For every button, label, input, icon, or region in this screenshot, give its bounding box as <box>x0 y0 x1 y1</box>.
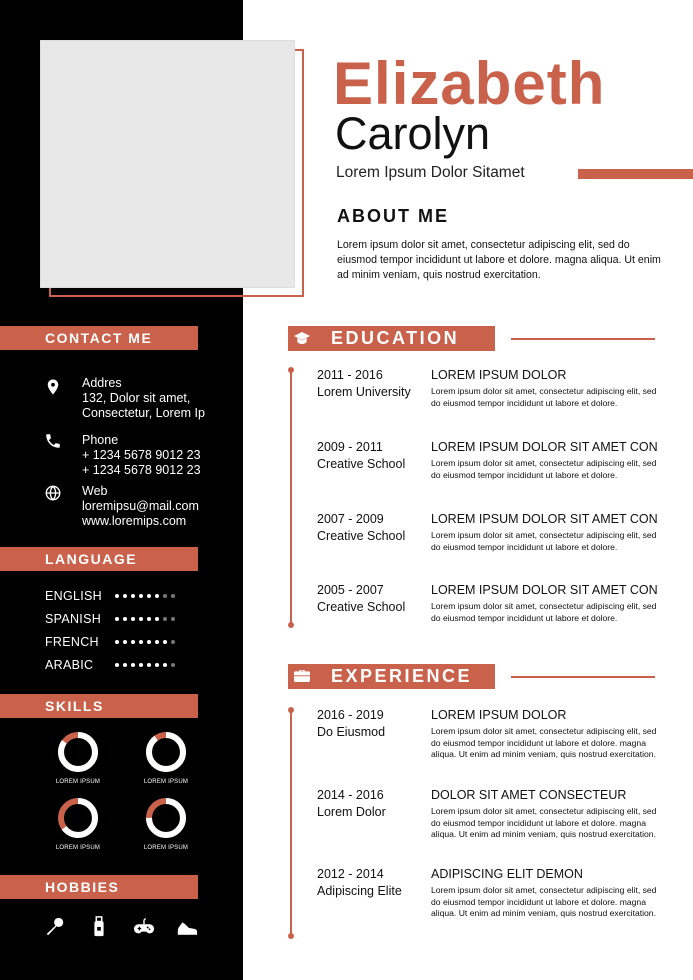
skills-heading: SKILLS <box>0 694 198 718</box>
entry-years: 2012 - 2014 <box>317 867 384 881</box>
entry-place: Creative School <box>317 600 406 614</box>
location-pin-icon <box>44 378 62 396</box>
hobbies-heading: HOBBIES <box>0 875 198 899</box>
entry-description: Lorem ipsum dolor sit amet, consectetur adipiscing elit, sed do eiusmod tempor incididunt ut labore et dolore. <box>431 601 657 623</box>
phone-icon <box>44 432 62 450</box>
experience-timeline <box>290 710 292 936</box>
language-level-dots <box>115 663 175 667</box>
level-dot-empty <box>163 617 167 621</box>
level-dot-filled <box>147 594 151 598</box>
skill-donut <box>145 731 187 773</box>
level-dot-filled <box>131 663 135 667</box>
profile-photo-placeholder <box>40 40 295 288</box>
accent-bar <box>578 169 693 179</box>
contact-web <box>82 484 199 529</box>
entry-place: Creative School <box>317 529 406 543</box>
gamepad-icon <box>133 916 155 938</box>
skill-donut <box>57 797 99 839</box>
language-name: ENGLISH <box>45 589 102 603</box>
contact-address-line: 132, Dolor sit amet, <box>82 391 191 405</box>
language-row <box>45 612 205 630</box>
entry-title: ADIPISCING ELIT DEMON <box>431 867 583 881</box>
skill-donut-value <box>149 735 183 769</box>
timeline-dot <box>288 707 294 713</box>
level-dot-filled <box>147 640 151 644</box>
language-level-dots <box>115 640 175 644</box>
skill-donut <box>57 731 99 773</box>
level-dot-filled <box>115 617 119 621</box>
entry-description: Lorem ipsum dolor sit amet, consectetur adipiscing elit, sed do eiusmod tempor incididunt ut labore et dolore. magna aliqua. Ut enim ad minim veniam, quis nostrud exercitation. <box>431 726 657 759</box>
skill-item <box>126 797 206 851</box>
graduation-cap-icon <box>294 331 310 345</box>
about-heading: ABOUT ME <box>337 206 449 226</box>
level-dot-filled <box>123 640 127 644</box>
contact-address-line: Consectetur, Lorem Ip <box>82 406 205 420</box>
language-name: ARABIC <box>45 658 94 672</box>
level-dot-filled <box>155 594 159 598</box>
contact-phone <box>82 433 201 478</box>
level-dot-filled <box>123 663 127 667</box>
contact-website[interactable]: www.loremips.com <box>82 514 187 528</box>
entry-years: 2014 - 2016 <box>317 788 384 802</box>
about-text: Lorem ipsum dolor sit amet, consectetur adipiscing elit, sed do eiusmod tempor incididunt ut labore et dolore. magna aliqua. Ut enim ad minim veniam, quis nostrud exercitation. <box>337 239 661 281</box>
timeline-dot <box>288 933 294 939</box>
entry-title: DOLOR SIT AMET CONSECTEUR <box>431 788 627 802</box>
entry-title: LOREM IPSUM DOLOR SIT AMET CON <box>431 583 658 597</box>
level-dot-filled <box>139 640 143 644</box>
skill-item <box>38 731 118 785</box>
experience-heading <box>288 664 495 689</box>
skill-item <box>126 731 206 785</box>
entry-description: Lorem ipsum dolor sit amet, consectetur adipiscing elit, sed do eiusmod tempor incididunt ut labore et dolore. magna aliqua. Ut enim ad minim veniam, quis nostrud exercitation. <box>431 885 657 918</box>
contact-web-label: Web <box>82 484 108 498</box>
level-dot-empty <box>171 617 175 621</box>
language-name: FRENCH <box>45 635 99 649</box>
level-dot-filled <box>131 594 135 598</box>
sneaker-icon <box>176 916 198 938</box>
level-dot-filled <box>155 640 159 644</box>
level-dot-filled <box>147 617 151 621</box>
contact-phone-line: + 1234 5678 9012 23 <box>82 463 201 477</box>
entry-title: LOREM IPSUM DOLOR <box>431 708 567 722</box>
level-dot-filled <box>131 617 135 621</box>
level-dot-filled <box>163 640 167 644</box>
level-dot-filled <box>115 663 119 667</box>
level-dot-empty <box>171 640 175 644</box>
contact-address-label: Addres <box>82 376 122 390</box>
entry-title: LOREM IPSUM DOLOR <box>431 368 567 382</box>
timeline-dot <box>288 367 294 373</box>
entry-years: 2011 - 2016 <box>317 368 383 382</box>
level-dot-filled <box>139 594 143 598</box>
last-name: Carolyn <box>335 108 491 159</box>
language-row <box>45 658 205 676</box>
skill-label: LOREM IPSUM <box>55 845 101 851</box>
contact-phone-line: + 1234 5678 9012 23 <box>82 448 201 462</box>
language-level-dots <box>115 617 175 621</box>
skill-item <box>38 797 118 851</box>
entry-description: Lorem ipsum dolor sit amet, consectetur adipiscing elit, sed do eiusmod tempor incididunt ut labore et dolore. <box>431 530 657 552</box>
level-dot-filled <box>131 640 135 644</box>
entry-place: Adipiscing Elite <box>317 884 402 898</box>
contact-heading: CONTACT ME <box>0 326 198 350</box>
contact-email[interactable]: loremipsu@mail.com <box>82 499 199 513</box>
microphone-icon <box>44 916 66 938</box>
level-dot-filled <box>147 663 151 667</box>
level-dot-empty <box>163 594 167 598</box>
skill-label: LOREM IPSUM <box>143 779 189 785</box>
level-dot-filled <box>139 617 143 621</box>
level-dot-filled <box>155 663 159 667</box>
education-timeline <box>290 370 292 625</box>
entry-years: 2016 - 2019 <box>317 708 384 722</box>
education-heading <box>288 326 495 351</box>
education-heading-label: EDUCATION <box>331 328 460 348</box>
level-dot-filled <box>123 617 127 621</box>
entry-description: Lorem ipsum dolor sit amet, consectetur adipiscing elit, sed do eiusmod tempor incididunt ut labore et dolore. <box>431 458 657 480</box>
globe-icon <box>44 484 62 502</box>
level-dot-filled <box>123 594 127 598</box>
contact-address <box>82 376 205 421</box>
language-level-dots <box>115 594 175 598</box>
entry-title: LOREM IPSUM DOLOR SIT AMET CON <box>431 512 658 526</box>
entry-place: Lorem Dolor <box>317 805 386 819</box>
level-dot-filled <box>163 663 167 667</box>
entry-description: Lorem ipsum dolor sit amet, consectetur adipiscing elit, sed do eiusmod tempor incididunt ut labore et dolore. <box>431 386 657 408</box>
skill-donut <box>145 797 187 839</box>
language-name: SPANISH <box>45 612 102 626</box>
language-row <box>45 589 205 607</box>
contact-phone-label: Phone <box>82 433 119 447</box>
language-row <box>45 635 205 653</box>
experience-divider <box>511 676 655 678</box>
first-name: Elizabeth <box>333 50 606 117</box>
entry-place: Do Eiusmod <box>317 725 386 739</box>
entry-description: Lorem ipsum dolor sit amet, consectetur adipiscing elit, sed do eiusmod tempor incididunt ut labore et dolore. magna aliqua. Ut enim ad minim veniam, quis nostrud exercitation. <box>431 806 657 839</box>
level-dot-filled <box>115 640 119 644</box>
level-dot-empty <box>171 663 175 667</box>
education-divider <box>511 338 655 340</box>
level-dot-filled <box>139 663 143 667</box>
entry-place: Creative School <box>317 457 406 471</box>
entry-years: 2009 - 2011 <box>317 440 383 454</box>
timeline-dot <box>288 622 294 628</box>
entry-years: 2007 - 2009 <box>317 512 384 526</box>
briefcase-icon <box>294 669 310 683</box>
entry-place: Lorem University <box>317 385 411 399</box>
skill-label: LOREM IPSUM <box>55 779 101 785</box>
tagline: Lorem Ipsum Dolor Sitamet <box>336 164 525 181</box>
skill-label: LOREM IPSUM <box>143 845 189 851</box>
experience-heading-label: EXPERIENCE <box>331 666 473 686</box>
level-dot-empty <box>171 594 175 598</box>
usb-drive-icon <box>88 916 110 938</box>
level-dot-filled <box>155 617 159 621</box>
entry-years: 2005 - 2007 <box>317 583 384 597</box>
entry-title: LOREM IPSUM DOLOR SIT AMET CON <box>431 440 658 454</box>
language-heading: LANGUAGE <box>0 547 198 571</box>
level-dot-filled <box>115 594 119 598</box>
